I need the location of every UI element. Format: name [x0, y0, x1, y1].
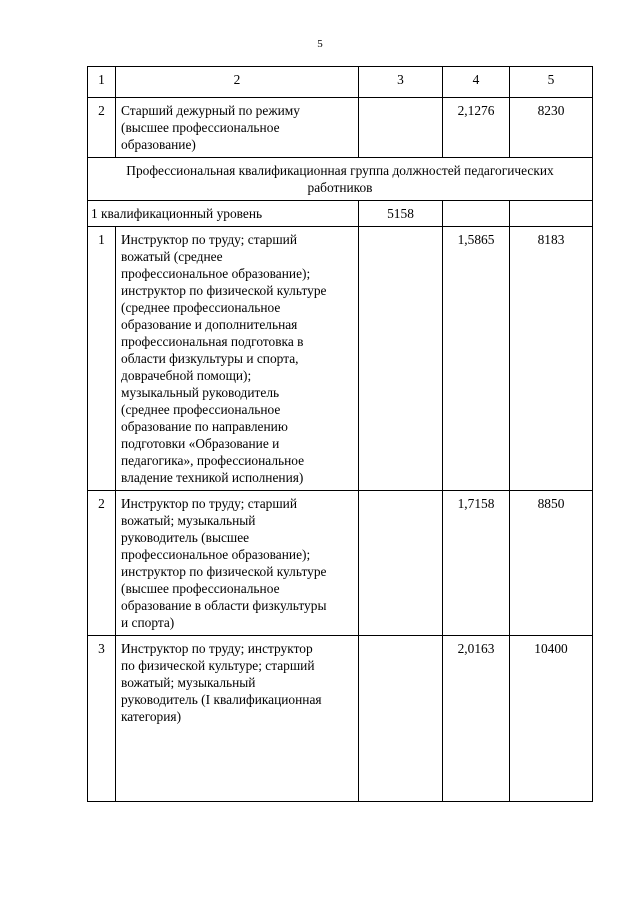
salary-cell: 8230 [510, 98, 593, 158]
text-line: (среднее профессиональное [121, 300, 281, 315]
position-description [116, 227, 359, 491]
salary-cell: 10400 [510, 636, 593, 802]
table-row [88, 98, 593, 158]
text-line: руководитель (I квалификационная [121, 692, 322, 707]
table-row [88, 636, 593, 802]
text-line: Инструктор по труду; инструктор [121, 641, 313, 656]
row-number: 3 [88, 636, 116, 802]
text-line: образование в области физкультуры [121, 598, 327, 613]
text-line: (высшее профессиональное [121, 581, 280, 596]
page-number: 5 [317, 38, 323, 50]
text-line: категория) [121, 709, 182, 724]
text-line: Инструктор по труду; старший [121, 232, 297, 247]
coefficient-cell: 1,5865 [443, 227, 510, 491]
column-3-cell [359, 491, 443, 636]
column-3-cell [359, 227, 443, 491]
salary-cell: 8850 [510, 491, 593, 636]
column-3-cell [359, 98, 443, 158]
text-line: профессиональное образование); [121, 266, 311, 281]
position-description [116, 636, 359, 802]
text-line: образование и дополнительная [121, 317, 298, 332]
text-line: образование) [121, 137, 196, 152]
header-row [88, 67, 593, 98]
empty-cell [510, 201, 593, 227]
text-line: работников [307, 180, 373, 195]
group-title [88, 158, 593, 201]
text-line: области физкультуры и спорта, [121, 351, 299, 366]
text-line: (высшее профессиональное [121, 120, 280, 135]
header-cell: 1 [88, 67, 116, 98]
coefficient-cell: 1,7158 [443, 491, 510, 636]
level-base-salary: 5158 [359, 201, 443, 227]
text-line: инструктор по физической культуре [121, 283, 327, 298]
text-line: по физической культуре; старший [121, 658, 315, 673]
position-description [116, 98, 359, 158]
text-line: вожатый (среднее [121, 249, 223, 264]
text-line: образование по направлению [121, 419, 288, 434]
row-number: 1 [88, 227, 116, 491]
text-line: руководитель (высшее [121, 530, 250, 545]
coefficient-cell: 2,1276 [443, 98, 510, 158]
text-line: профессиональное образование); [121, 547, 311, 562]
text-line: Профессиональная квалификационная группа должностей педагогических [126, 163, 554, 178]
text-line: музыкальный руководитель [121, 385, 280, 400]
text-line: и спорта) [121, 615, 175, 630]
text-line: доврачебной помощи); [121, 368, 252, 383]
coefficient-cell: 2,0163 [443, 636, 510, 802]
text-line: профессиональная подготовка в [121, 334, 304, 349]
salary-cell: 8183 [510, 227, 593, 491]
group-title-row [88, 158, 593, 201]
text-line: Старший дежурный по режиму [121, 103, 300, 118]
header-cell: 4 [443, 67, 510, 98]
text-line: подготовки «Образование и [121, 436, 280, 451]
text-line: инструктор по физической культуре [121, 564, 327, 579]
table-row [88, 227, 593, 491]
text-line: вожатый; музыкальный [121, 675, 256, 690]
salary-table [87, 66, 593, 802]
position-description [116, 491, 359, 636]
row-number: 2 [88, 98, 116, 158]
level-label: 1 квалификационный уровень [88, 201, 359, 227]
empty-cell [443, 201, 510, 227]
text-line: владение техникой исполнения) [121, 470, 304, 485]
table-row [88, 491, 593, 636]
text-line: (среднее профессиональное [121, 402, 281, 417]
qualification-level-row [88, 201, 593, 227]
text-line: Инструктор по труду; старший [121, 496, 297, 511]
header-cell: 3 [359, 67, 443, 98]
row-number: 2 [88, 491, 116, 636]
header-cell: 5 [510, 67, 593, 98]
text-line: педагогика», профессиональное [121, 453, 305, 468]
column-3-cell [359, 636, 443, 802]
header-cell: 2 [116, 67, 359, 98]
text-line: вожатый; музыкальный [121, 513, 256, 528]
